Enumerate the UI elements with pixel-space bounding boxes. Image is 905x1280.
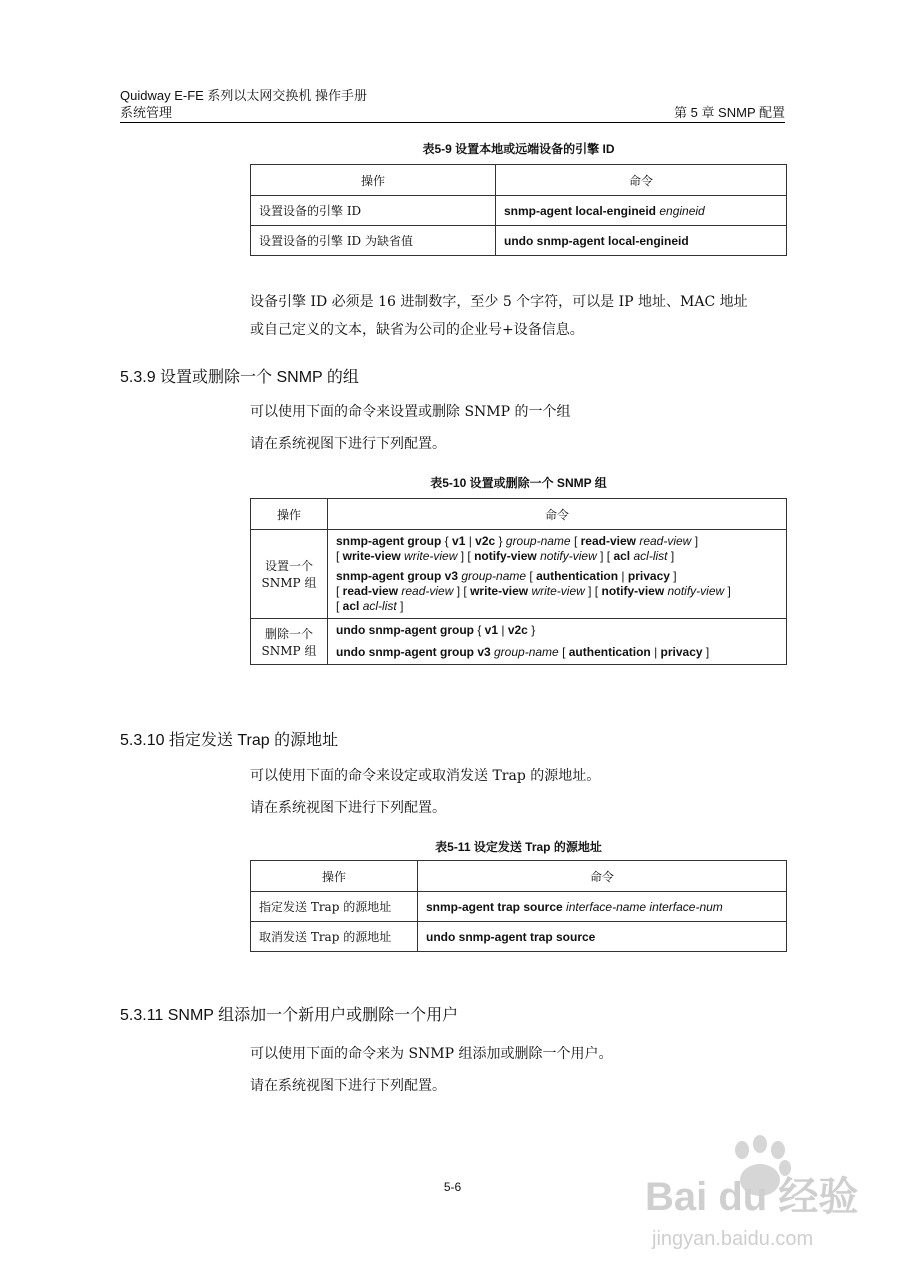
table-row	[251, 892, 787, 922]
command-arg: engineid	[659, 203, 705, 218]
paragraph-line: 或自己定义的文本，缺省为公司的企业号+设备信息。	[250, 322, 584, 338]
table-cell-cmd: snmp-agent group { v1 | v2c } group-name [ read-view read-view ] [ write-view write-view ] [ notify-view notify-view ] [ acl acl-list ] snmp-agent group v3 group-name [ authentication | privacy ] [ read-view read-view ] [ write-view write-view ] [ notify-view notify-view ] [ acl acl-list ]	[328, 530, 787, 619]
section-heading-5-3-10: 5.3.10 指定发送 Trap 的源地址	[120, 732, 339, 749]
header-section: 系统管理	[120, 105, 173, 120]
table-cell-cmd: undo snmp-agent local-engineid	[496, 226, 787, 256]
table-row	[251, 619, 787, 665]
paragraph: 请在系统视图下进行下列配置。	[250, 800, 446, 816]
table-cell-cmd: undo snmp-agent group { v1 | v2c } undo snmp-agent group v3 group-name [ authentication | privacy ]	[328, 619, 787, 665]
table-5-9-caption: 表5-9 设置本地或远端设备的引擎 ID	[422, 142, 615, 156]
table-row	[251, 226, 787, 256]
table-5-10	[250, 498, 787, 665]
table-cell-op	[251, 530, 328, 619]
table-cell-cmd: undo snmp-agent trap source	[418, 922, 787, 952]
table-header-cmd: 命令	[328, 499, 787, 530]
section-heading-5-3-11: 5.3.11 SNMP 组添加一个新用户或删除一个用户	[120, 1007, 459, 1024]
table-5-11-caption: 表5-11 设定发送 Trap 的源地址	[435, 840, 602, 854]
paragraph	[250, 288, 790, 344]
table-5-9	[250, 164, 787, 256]
table-row	[251, 922, 787, 952]
table-5-10-caption: 表5-10 设置或删除一个 SNMP 组	[430, 476, 607, 490]
paragraph: 请在系统视图下进行下列配置。	[250, 436, 446, 452]
paragraph: 可以使用下面的命令来设置或删除 SNMP 的一个组	[250, 404, 571, 420]
table-cell-op: 指定发送 Trap 的源地址	[251, 892, 418, 922]
table-row	[251, 196, 787, 226]
op-line: SNMP 组	[261, 576, 317, 590]
header-title: Quidway E-FE 系列以太网交换机 操作手册	[120, 88, 368, 103]
header-chapter: 第 5 章 SNMP 配置	[673, 105, 785, 120]
table-header-cmd: 命令	[418, 861, 787, 892]
table-5-11	[250, 860, 787, 952]
table-header-cmd: 命令	[496, 165, 787, 196]
table-cell-cmd	[496, 196, 787, 226]
paragraph-line: 设备引擎 ID 必须是 16 进制数字，至少 5 个字符，可以是 IP 地址、MAC 地址	[250, 294, 748, 310]
section-heading-5-3-9: 5.3.9 设置或删除一个 SNMP 的组	[120, 369, 359, 386]
command-text: snmp-agent local-engineid	[504, 203, 657, 218]
table-cell-op: 取消发送 Trap 的源地址	[251, 922, 418, 952]
page-number: 5-6	[443, 1180, 462, 1194]
watermark-logo	[640, 1130, 890, 1260]
paragraph: 请在系统视图下进行下列配置。	[250, 1078, 446, 1094]
watermark-brand: Bai du 经验	[645, 1175, 859, 1219]
watermark-url: jingyan.baidu.com	[652, 1228, 814, 1250]
table-cell-op	[251, 619, 328, 665]
table-cell-cmd	[418, 892, 787, 922]
table-header-op: 操作	[251, 165, 496, 196]
table-cell-op: 设置设备的引擎 ID	[251, 196, 496, 226]
table-cell-op: 设置设备的引擎 ID 为缺省值	[251, 226, 496, 256]
table-header-op: 操作	[251, 499, 328, 530]
paragraph: 可以使用下面的命令来为 SNMP 组添加或删除一个用户。	[250, 1046, 613, 1062]
op-line: 设置一个	[264, 559, 313, 573]
table-row	[251, 530, 787, 619]
command-arg: interface-name interface-num	[566, 899, 723, 914]
op-line: SNMP 组	[261, 643, 317, 658]
op-line: 删除一个	[264, 626, 313, 641]
header-rule	[120, 122, 785, 123]
paragraph: 可以使用下面的命令来设定或取消发送 Trap 的源地址。	[250, 768, 601, 784]
table-header-op: 操作	[251, 861, 418, 892]
command-text: snmp-agent trap source	[426, 899, 563, 914]
